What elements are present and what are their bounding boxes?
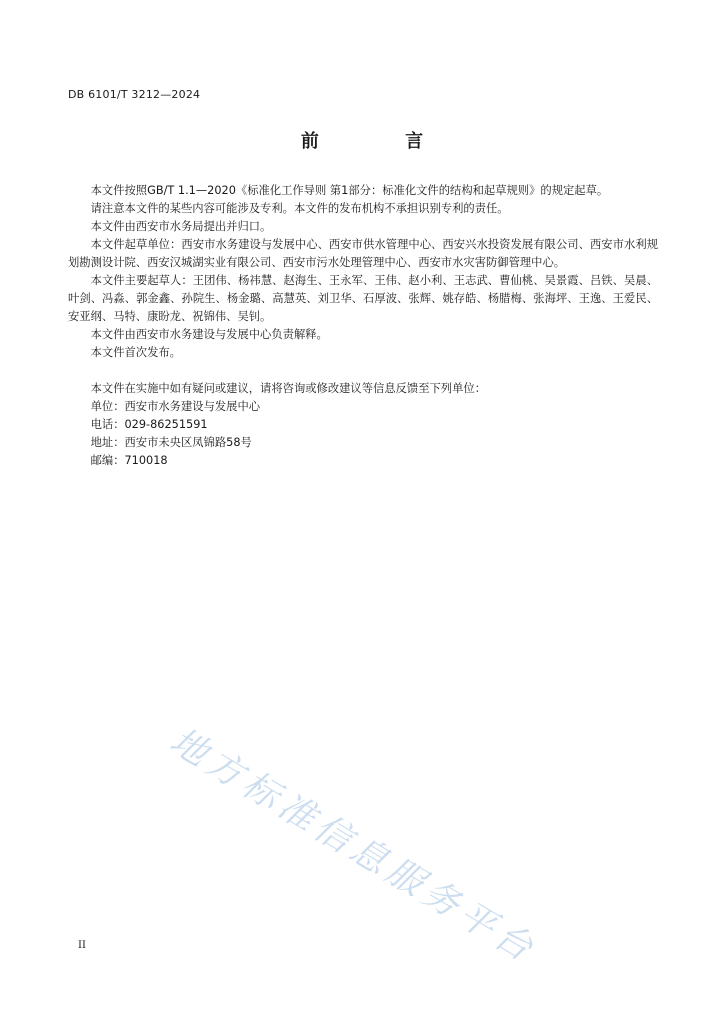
paragraph-drafters: 本文件主要起草人：王团伟、杨祎慧、赵海生、王永军、王伟、赵小利、王志武、曹仙桃、吴景霞、吕铁、吴晨、叶剑、冯淼、郭金鑫、孙院生、杨金璐、高慧英、刘卫华、石厚波、张辉、姚存皓、杨腊梅、张海坪、王逸、王爱民、安亚纲、马特、康盼龙、祝锦伟、吴钊。 <box>68 274 658 323</box>
contact-block <box>68 380 658 470</box>
paragraph-proposer: 本文件由西安市水务局提出并归口。 <box>90 220 272 233</box>
paragraph-patent-notice: 请注意本文件的某些内容可能涉及专利。本文件的发布机构不承担识别专利的责任。 <box>90 202 509 215</box>
watermark: 地方标准信息服务平台 <box>162 720 545 972</box>
contact-address: 地址：西安市未央区凤锦路58号 <box>90 436 252 449</box>
standard-code: DB 6101/T 3212—2024 <box>68 88 201 101</box>
paragraph-first-release: 本文件首次发布。 <box>90 346 181 359</box>
contact-unit: 单位：西安市水务建设与发展中心 <box>90 400 261 413</box>
contact-intro: 本文件在实施中如有疑问或建议，请将咨询或修改建议等信息反馈至下列单位： <box>90 382 486 395</box>
contact-phone: 电话：029-86251591 <box>90 418 208 431</box>
page-number: II <box>78 940 86 951</box>
paragraph-interpretation: 本文件由西安市水务建设与发展中心负责解释。 <box>90 328 328 341</box>
contact-postcode: 邮编：710018 <box>90 454 168 467</box>
paragraph-drafting-units: 本文件起草单位：西安市水务建设与发展中心、西安市供水管理中心、西安兴水投资发展有限公司、西安市水利规划勘测设计院、西安汉城湖实业有限公司、西安市污水处理管理中心、西安市水灾害防御管理中心。 <box>68 238 658 269</box>
paragraph-drafting-basis: 本文件按照GB/T 1.1—2020《标准化工作导则 第1部分：标准化文件的结构和起草规则》的规定起草。 <box>90 184 609 197</box>
page-title: 前 言 <box>300 131 464 152</box>
document-body <box>68 182 658 470</box>
spacer <box>68 362 658 380</box>
